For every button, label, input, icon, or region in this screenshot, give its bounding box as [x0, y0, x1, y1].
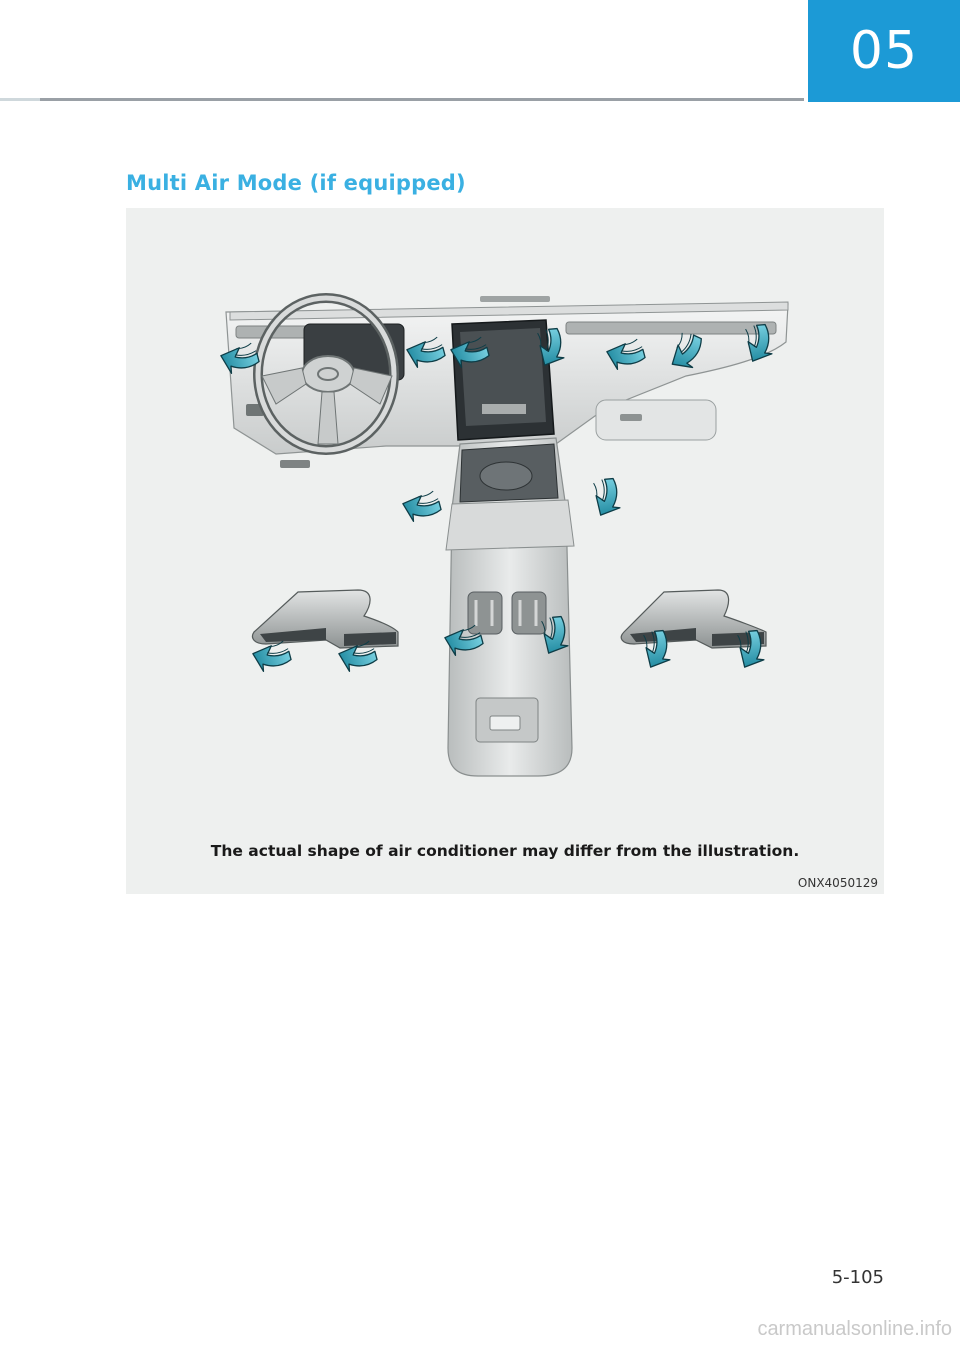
- section-title: Multi Air Mode (if equipped): [126, 171, 466, 195]
- watermark: carmanualsonline.info: [757, 1318, 952, 1340]
- page-number: 5-105: [831, 1267, 884, 1288]
- air-duct-icon: [621, 590, 766, 648]
- header-rule: [0, 98, 804, 101]
- figure-code: ONX4050129: [797, 876, 878, 890]
- chapter-tab: 05: [808, 0, 960, 102]
- airflow-arrow-icon: [581, 471, 632, 522]
- figure-illustration: [126, 208, 884, 894]
- header-rule-accent: [0, 98, 40, 101]
- airflow-arrow-icon: [398, 481, 447, 530]
- figure-caption: The actual shape of air conditioner may differ from the illustration.: [210, 842, 800, 860]
- center-console: [446, 438, 574, 776]
- air-duct-icon: [253, 590, 399, 648]
- dashboard-illustration: [126, 208, 884, 894]
